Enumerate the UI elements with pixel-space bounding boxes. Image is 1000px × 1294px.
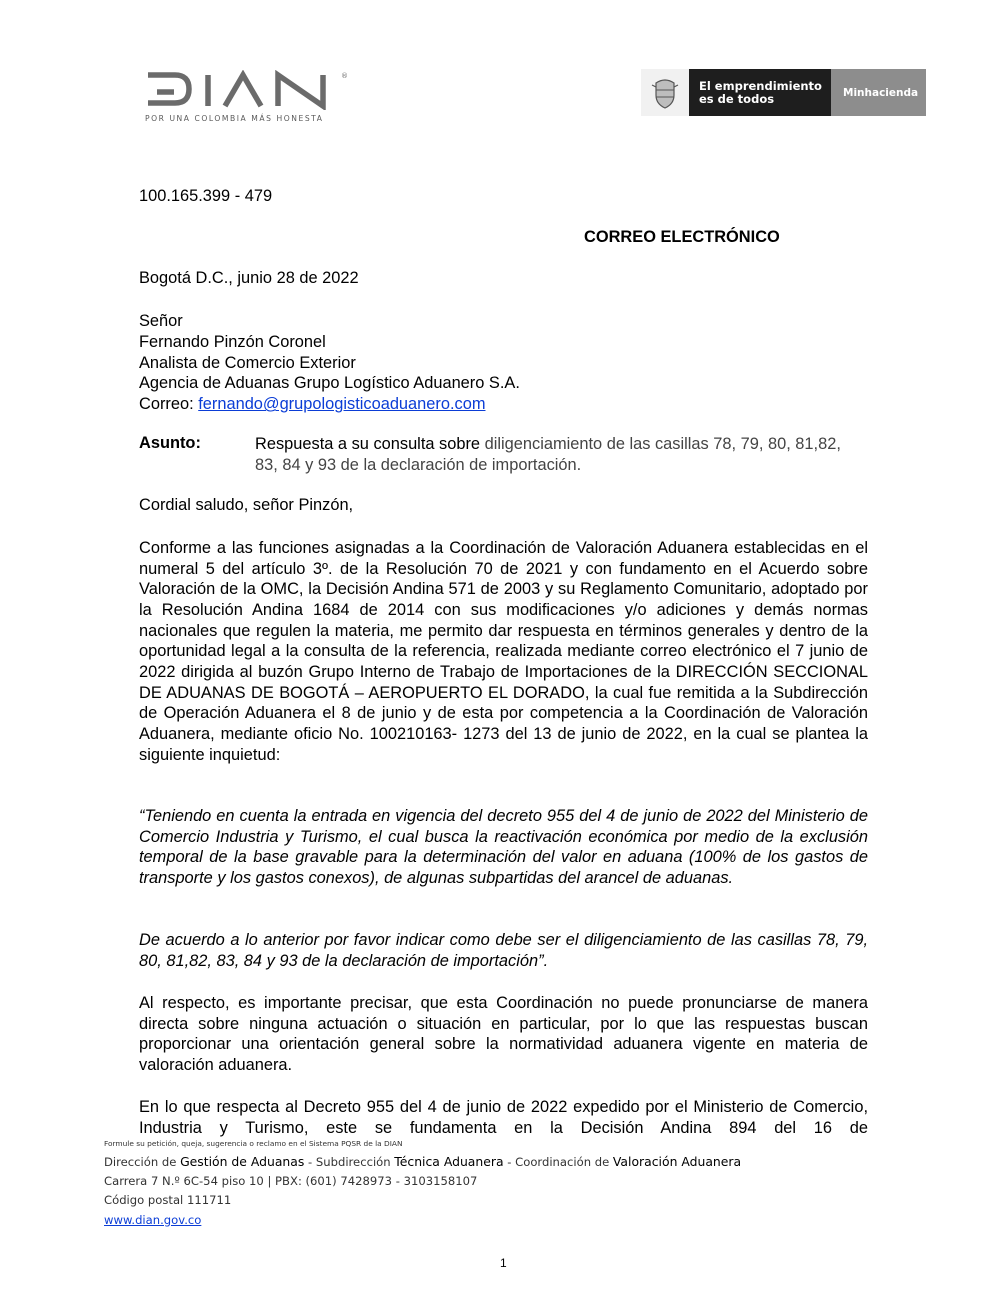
footer-office-prefix: Dirección de <box>104 1155 181 1169</box>
logo-tagline: POR UNA COLOMBIA MÁS HONESTA <box>145 114 324 123</box>
footer-address: Carrera 7 N.º 6C-54 piso 10 | PBX: (601) 7428973 - 3103158107 <box>104 1174 478 1189</box>
website-link[interactable]: www.dian.gov.co <box>104 1212 202 1227</box>
banner-ministry: Minhacienda <box>831 69 926 116</box>
subject-part2: diligenciamiento de las casillas 78, 79, 80, 81,82, 83, 84 y 93 de la declaración de importación. <box>255 435 841 474</box>
recipient-role: Analista de Comercio Exterior <box>139 353 356 372</box>
body-paragraph: Al respecto, es importante precisar, que esta Coordinación no puede pronunciarse de manera directa sobre ninguna actuación o situación en particular, por lo que las respuestas buscan proporcionar una orientación general sobre la normatividad aduanera vigente en materia de valoración aduanera. <box>139 994 868 1074</box>
recipient-name: Fernando Pinzón Coronel <box>139 332 326 351</box>
reference-number: 100.165.399 - 479 <box>139 187 273 205</box>
footer-block <box>104 1152 741 1230</box>
recipient-salutation: Señor <box>139 312 183 330</box>
quoted-question: “Teniendo en cuenta la entrada en vigencia del decreto 955 del 4 de junio de 2022 del Ministerio de Comercio Industria y Turismo, el cual busca la reactivación económica por medio de la exclusión temporal de la base gravable para la determinación del valor en aduana (100% de los gastos de transporte y los gastos conexos), de algunas subpartidas del arancel de aduanas. <box>139 807 868 887</box>
footer-office-3: Valoración Aduanera <box>612 1154 742 1169</box>
footer-office-2: Técnica Aduanera <box>394 1154 504 1169</box>
recipient-block <box>139 311 520 415</box>
dian-logo-icon <box>145 70 355 110</box>
banner-slogan <box>689 69 831 116</box>
svg-text:®: ® <box>341 72 348 80</box>
body-paragraph: En lo que respecta al Decreto 955 del 4 de junio de 2022 expedido por el Ministerio de Comercio, Industria y Turismo, este se fundamenta en la Decisión Andina 894 del 16 de <box>139 1098 868 1137</box>
footer-office <box>104 1152 741 1172</box>
colombia-coat-of-arms-icon <box>641 69 689 116</box>
delivery-method: CORREO ELECTRÓNICO <box>584 228 780 246</box>
body-paragraph: Conforme a las funciones asignadas a la Coordinación de Valoración Aduanera establecidas en el numeral 5 del artículo 3º. de la Resolución 70 de 2021 y con fundamento en el Acuerdo sobre Valoración de la OMC, la Decisión Andina 571 de 2003 y su Reglamento Comunitario, adoptado por la Resolución Andina 1684 de 2014 con sus modificaciones y/o adiciones y demás normas nacionales que regulen la materia, me permito dar respuesta en términos generales y dentro de la oportunidad legal a la consulta de la referencia, realizada mediante correo electrónico el 7 junio de 2022 dirigida al buzón Grupo Interno de Trabajo de Importaciones de la DIRECCIÓN SECCIONAL DE ADUANAS DE BOGOTÁ – AEROPUERTO EL DORADO, la cual fue remitida a la Subdirección de Operación Aduanera el 8 de junio y de esta por competencia a la Coordinación de Valoración Aduanera, mediante oficio No. 100210163- 1273 del 13 de junio de 2022, en la cual se plantea la siguiente inquietud: <box>139 539 868 764</box>
page-number: 1 <box>500 1256 507 1270</box>
subject-label: Asunto: <box>139 434 201 452</box>
government-banner <box>641 69 926 116</box>
greeting: Cordial saludo, señor Pinzón, <box>139 496 354 514</box>
letter-date: Bogotá D.C., junio 28 de 2022 <box>139 269 359 287</box>
recipient-company: Agencia de Aduanas Grupo Logístico Aduanero S.A. <box>139 374 520 393</box>
footer-office-sep2: - Coordinación de <box>503 1155 613 1169</box>
pqrs-note: Formule su petición, queja, sugerencia o reclamo en el Sistema PQSR de la DIAN <box>104 1139 403 1148</box>
footer-postal: Código postal 111711 <box>104 1193 232 1208</box>
subject-text <box>255 434 868 476</box>
footer-office-1: Gestión de Aduanas <box>180 1154 305 1169</box>
email-label: Correo: <box>139 395 199 414</box>
banner-slogan-line1: El emprendimiento <box>699 79 822 93</box>
footer-website-line <box>104 1211 741 1230</box>
footer-office-sep1: - Subdirección <box>304 1155 395 1169</box>
quoted-question-continued: De acuerdo a lo anterior por favor indicar como debe ser el diligenciamiento de las casillas 78, 79, 80, 81,82, 83, 84 y 93 de la declaración de importación”. <box>139 931 868 970</box>
email-link[interactable]: fernando@grupologisticoaduanero.com <box>198 395 486 414</box>
subject-part1: Respuesta a su consulta sobre <box>255 435 485 453</box>
recipient-email-line <box>139 394 520 415</box>
banner-slogan-line2: es de todos <box>699 91 775 106</box>
